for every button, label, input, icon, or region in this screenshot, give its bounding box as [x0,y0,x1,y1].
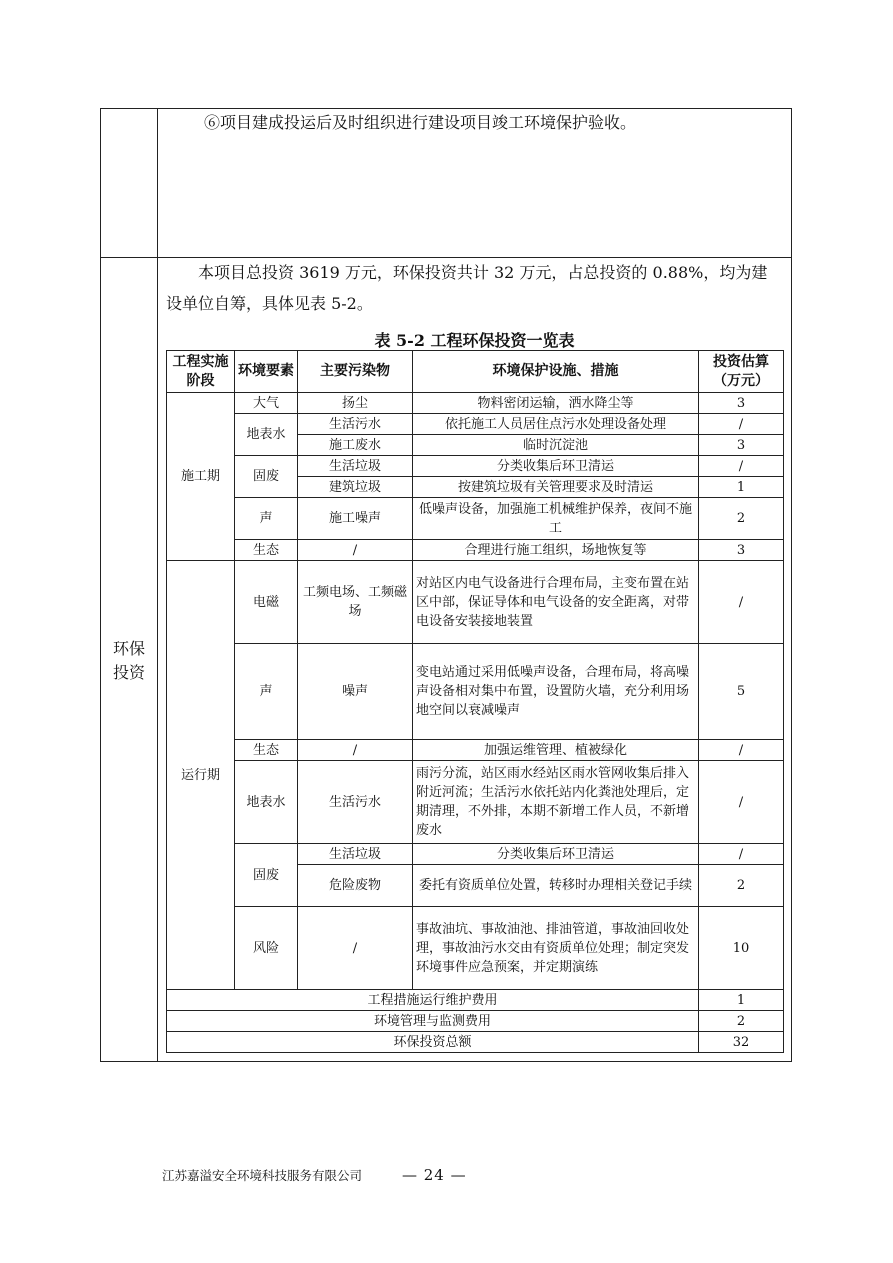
measure-cell: 低噪声设备，加强施工机械维护保养，夜间不施工 [413,498,699,540]
summary-label: 工程措施运行维护费用 [167,990,699,1011]
footer-company: 江苏嘉溢安全环境科技服务有限公司 [162,1168,363,1183]
cost-cell: 5 [699,644,784,740]
cost-cell: 1 [699,477,784,498]
intro-paragraph: 本项目总投资 3619 万元，环保投资共计 32 万元，占总投资的 0.88%，均为建设单位自筹，具体见表 5-2。 [166,263,768,313]
table-row [167,456,784,477]
pollutant-cell: 噪声 [298,644,413,740]
element-cell: 固废 [235,844,298,907]
element-cell: 电磁 [235,561,298,644]
pollutant-cell: 危险废物 [298,865,413,907]
element-cell: 固废 [235,456,298,498]
cost-cell: / [699,761,784,844]
cost-cell: / [699,844,784,865]
measure-cell: 雨污分流，站区雨水经站区雨水管网收集后排入附近河流；生活污水依托站内化粪池处理后，定期清理，不外排，本期不新增工作人员，不新增废水 [413,761,699,844]
summary-cost: 1 [699,990,784,1011]
pollutant-cell: 施工废水 [298,435,413,456]
header-element: 环境要素 [235,351,298,393]
stage-cell: 运行期 [167,561,235,990]
table-row [167,414,784,435]
pollutant-cell: 生活污水 [298,414,413,435]
table-row [167,844,784,865]
measure-cell: 加强运维管理、植被绿化 [413,740,699,761]
summary-row [167,990,784,1011]
header-stage: 工程实施阶段 [167,351,235,393]
measure-cell: 合理进行施工组织，场地恢复等 [413,540,699,561]
cost-cell: 3 [699,435,784,456]
measure-cell: 物料密闭运输，洒水降尘等 [413,393,699,414]
pollutant-cell: 建筑垃圾 [298,477,413,498]
table-row [167,393,784,414]
cost-cell: 2 [699,498,784,540]
table-row [167,740,784,761]
element-cell: 生态 [235,540,298,561]
measure-cell: 变电站通过采用低噪声设备，合理布局，将高噪声设备相对集中布置，设置防火墙，充分利用场地空间以衰减噪声 [413,644,699,740]
pollutant-cell: / [298,540,413,561]
acceptance-item: ⑥项目建成投运后及时组织进行建设项目竣工环境保护验收。 [204,113,637,132]
element-cell: 地表水 [235,414,298,456]
investment-table [166,350,784,1053]
section-label: 环保投资 [112,639,145,682]
pollutant-cell: / [298,740,413,761]
stage-cell: 施工期 [167,393,235,561]
summary-cost: 2 [699,1011,784,1032]
measure-cell: 按建筑垃圾有关管理要求及时清运 [413,477,699,498]
measure-cell: 临时沉淀池 [413,435,699,456]
header-measure: 环境保护设施、措施 [413,351,699,393]
element-cell: 声 [235,498,298,540]
element-cell: 大气 [235,393,298,414]
table-row [167,907,784,990]
column-divider [157,109,158,1061]
pollutant-cell: 生活污水 [298,761,413,844]
cost-cell: 3 [699,540,784,561]
pollutant-cell: 生活垃圾 [298,456,413,477]
cost-cell: 10 [699,907,784,990]
measure-cell: 依托施工人员居住点污水处理设备处理 [413,414,699,435]
pollutant-cell: 扬尘 [298,393,413,414]
measure-cell: 对站区内电气设备进行合理布局，主变布置在站区中部，保证导体和电气设备的安全距离，对带电设备安装接地装置 [413,561,699,644]
element-cell: 声 [235,644,298,740]
pollutant-cell: 生活垃圾 [298,844,413,865]
cost-cell: / [699,740,784,761]
pollutant-cell: 工频电场、工频磁场 [298,561,413,644]
pollutant-cell: / [298,907,413,990]
cost-cell: 3 [699,393,784,414]
summary-cost: 32 [699,1032,784,1053]
table-row [167,761,784,844]
cost-cell: / [699,414,784,435]
measure-cell: 委托有资质单位处置，转移时办理相关登记手续 [413,865,699,907]
summary-label: 环保投资总额 [167,1032,699,1053]
pollutant-cell: 施工噪声 [298,498,413,540]
cost-cell: / [699,456,784,477]
header-cost: 投资估算（万元） [699,351,784,393]
summary-label: 环境管理与监测费用 [167,1011,699,1032]
table-row [167,498,784,540]
table-title: 表 5-2 工程环保投资一览表 [374,331,575,350]
measure-cell: 分类收集后环卫清运 [413,456,699,477]
header-pollutant: 主要污染物 [298,351,413,393]
table-header-row [167,351,784,393]
element-cell: 地表水 [235,761,298,844]
summary-row [167,1011,784,1032]
page-number: — 24 — [402,1166,467,1184]
summary-row [167,1032,784,1053]
measure-cell: 事故油坑、事故油池、排油管道，事故油回收处理，事故油污水交由有资质单位处理；制定突发环境事件应急预案，并定期演练 [413,907,699,990]
table-row [167,540,784,561]
element-cell: 风险 [235,907,298,990]
cost-cell: 2 [699,865,784,907]
measure-cell: 分类收集后环卫清运 [413,844,699,865]
table-row [167,644,784,740]
cost-cell: / [699,561,784,644]
table-row [167,561,784,644]
element-cell: 生态 [235,740,298,761]
